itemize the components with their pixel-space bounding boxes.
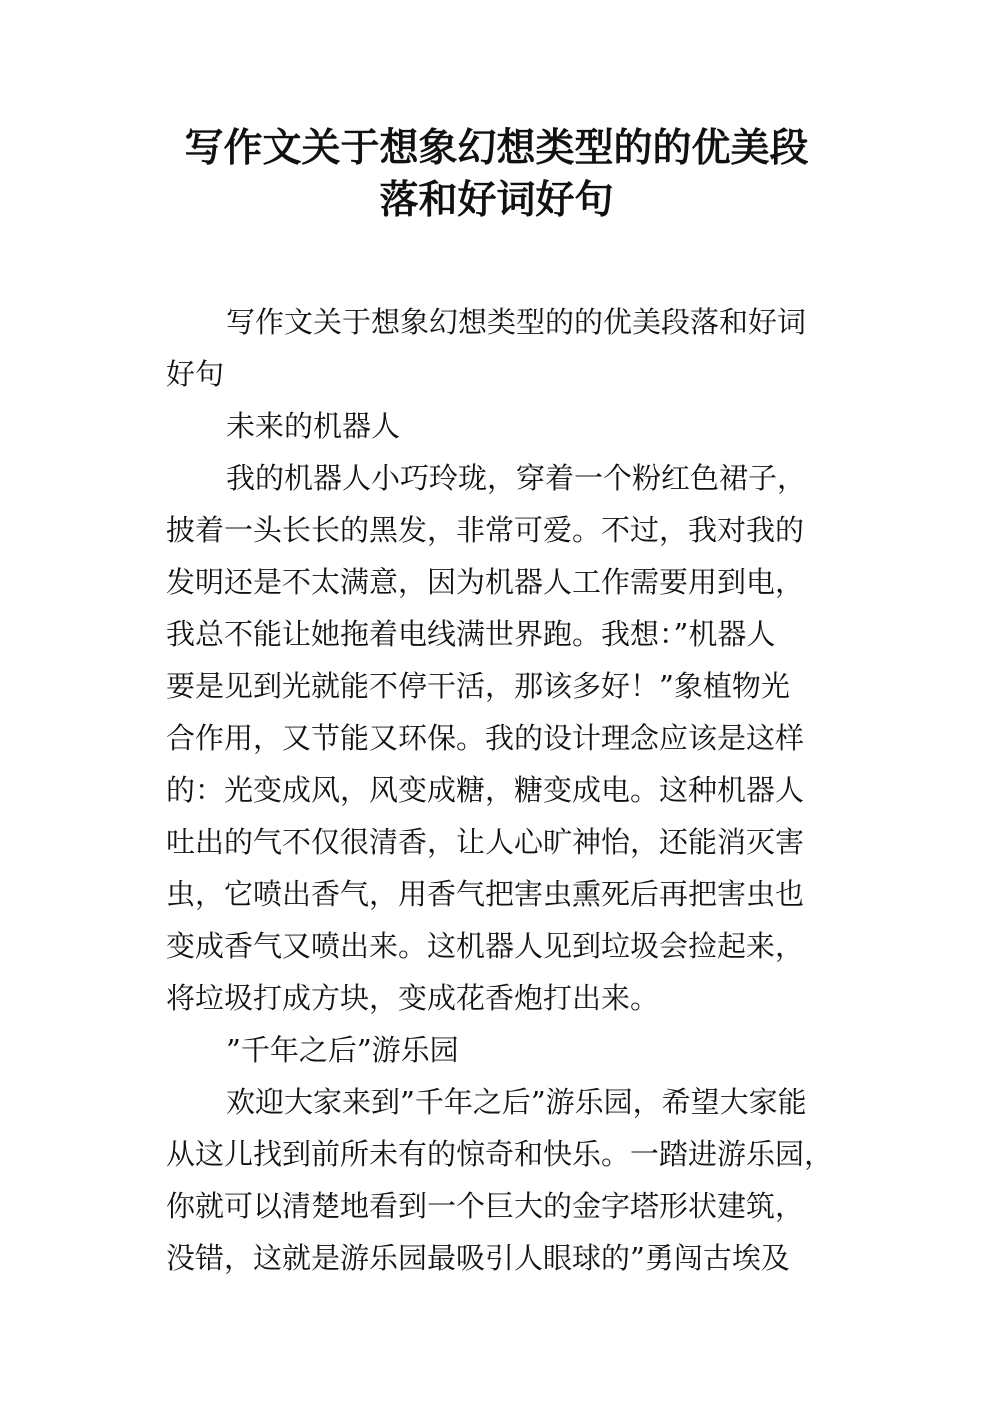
paragraph-intro-line: 写作文关于想象幻想类型的的优美段落和好词 — [226, 305, 807, 339]
paragraph-park-body-line: 没错，这就是游乐园最吸引人眼球的”勇闯古埃及 — [166, 1241, 790, 1275]
paragraph-heading-robot-line: 未来的机器人 — [226, 409, 401, 443]
paragraph-robot-body-line: 要是见到光就能不停干活，那该多好！”象植物光 — [166, 669, 790, 703]
paragraph-robot-body-line: 我的机器人小巧玲珑，穿着一个粉红色裙子， — [226, 461, 807, 495]
paragraph-park-body-line: 从这儿找到前所未有的惊奇和快乐。一踏进游乐园， — [166, 1137, 834, 1171]
paragraph-robot-body-line: 变成香气又喷出来。这机器人见到垃圾会捡起来， — [166, 929, 805, 963]
document-title-line-2: 落和好词好句 — [379, 177, 614, 223]
paragraph-robot-body-line: 将垃圾打成方块，变成花香炮打出来。 — [166, 981, 660, 1015]
paragraph-heading-park-line: ”千年之后”游乐园 — [226, 1033, 459, 1067]
paragraph-robot-body-line: 虫，它喷出香气，用香气把害虫熏死后再把害虫也 — [166, 877, 805, 911]
paragraph-intro-line: 好句 — [166, 357, 225, 391]
paragraph-robot-body-line: 吐出的气不仅很清香，让人心旷神怡，还能消灭害 — [166, 825, 805, 859]
paragraph-robot-body-line: 我总不能让她拖着电线满世界跑。我想：”机器人 — [166, 617, 776, 651]
paragraph-robot-body-line: 的：光变成风，风变成糖，糖变成电。这种机器人 — [166, 773, 805, 807]
paragraph-robot-body-line: 发明还是不太满意，因为机器人工作需要用到电， — [166, 565, 805, 599]
paragraph-robot-body-line: 合作用，又节能又环保。我的设计理念应该是这样 — [166, 721, 805, 755]
paragraph-park-body-line: 你就可以清楚地看到一个巨大的金字塔形状建筑， — [166, 1189, 805, 1223]
document-title-line-1: 写作文关于想象幻想类型的的优美段 — [184, 125, 809, 171]
paragraph-park-body-line: 欢迎大家来到”千年之后”游乐园，希望大家能 — [226, 1085, 807, 1119]
paragraph-robot-body-line: 披着一头长长的黑发，非常可爱。不过，我对我的 — [166, 513, 805, 547]
